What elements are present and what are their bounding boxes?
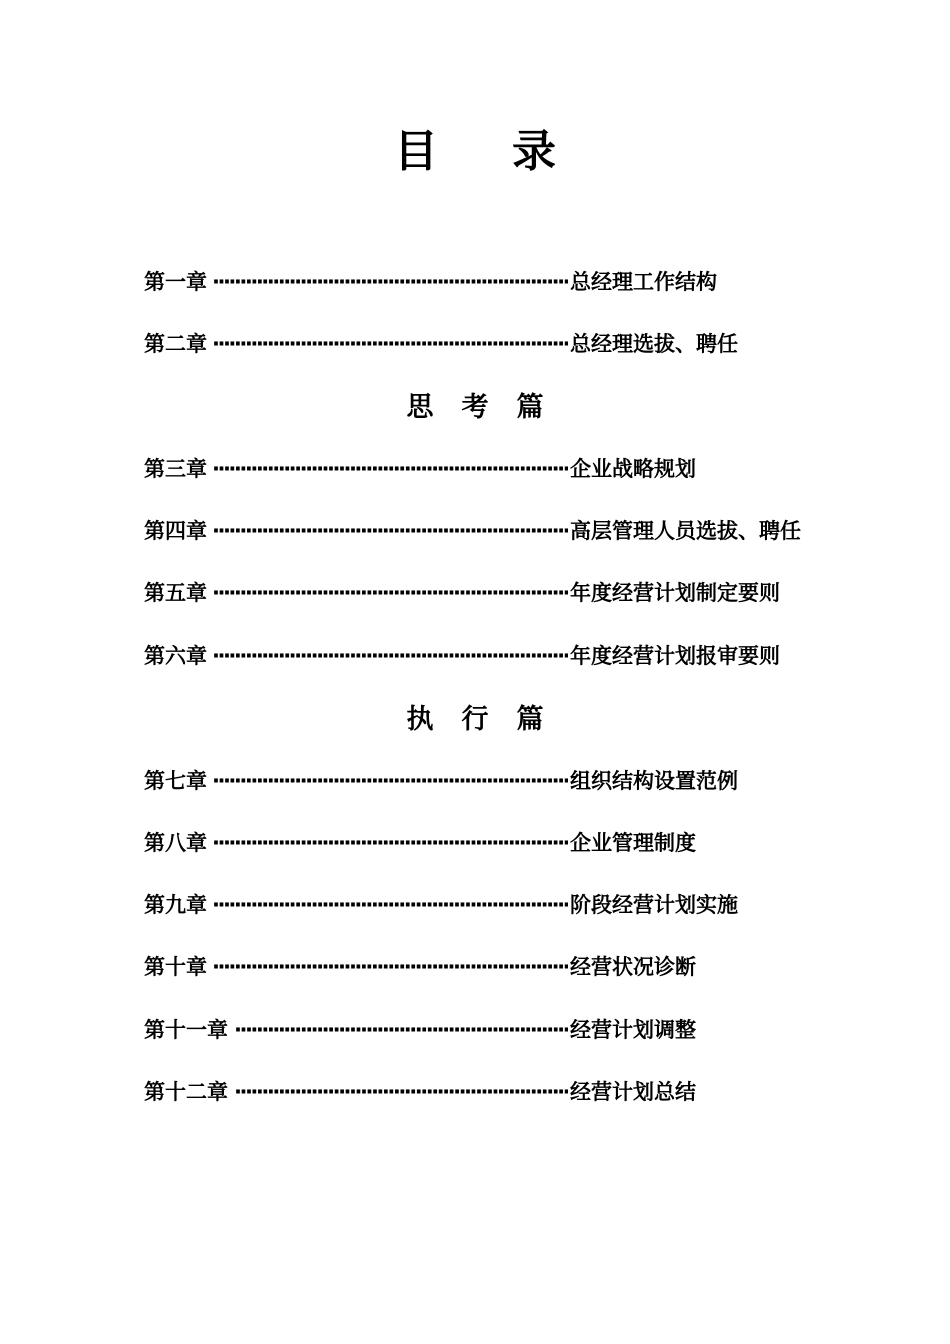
toc-entry[interactable]	[144, 454, 824, 484]
toc-topic-label: 经营计划总结	[570, 1080, 696, 1104]
toc-entry[interactable]	[144, 828, 824, 858]
toc-entry[interactable]	[144, 641, 824, 671]
toc-topic-label: 经营状况诊断	[570, 955, 696, 979]
toc-dot-leader	[234, 1077, 568, 1107]
toc-dot-leader	[212, 267, 568, 297]
toc-dot-leader	[212, 516, 568, 546]
toc-dot-leader	[234, 1015, 568, 1045]
toc-chapter-label: 第六章	[144, 644, 207, 668]
toc-topic-label: 组织结构设置范例	[570, 769, 738, 793]
toc-chapter-label: 第四章	[144, 519, 207, 543]
toc-topic-label: 阶段经营计划实施	[570, 893, 738, 917]
toc-dot-leader	[212, 890, 568, 920]
toc-chapter-label: 第十章	[144, 955, 207, 979]
toc-dot-leader	[212, 641, 568, 671]
toc-chapter-label: 第十二章	[144, 1080, 228, 1104]
toc-dot-leader	[212, 828, 568, 858]
toc-chapter-label: 第九章	[144, 893, 207, 917]
toc-dot-leader	[212, 952, 568, 982]
toc-chapter-label: 第七章	[144, 769, 207, 793]
toc-entry[interactable]	[144, 329, 824, 359]
toc-topic-label: 年度经营计划制定要则	[570, 581, 780, 605]
toc-topic-label: 企业战略规划	[570, 457, 696, 481]
toc-chapter-label: 第十一章	[144, 1018, 228, 1042]
toc-topic-label: 总经理选拔、聘任	[570, 332, 738, 356]
toc-topic-label: 总经理工作结构	[570, 270, 717, 294]
toc-dot-leader	[212, 578, 568, 608]
toc-entry[interactable]	[144, 516, 824, 546]
toc-entry[interactable]	[144, 1077, 824, 1107]
toc-chapter-label: 第二章	[144, 332, 207, 356]
toc-entry[interactable]	[144, 1015, 824, 1045]
toc-chapter-label: 第一章	[144, 270, 207, 294]
toc-chapter-label: 第五章	[144, 581, 207, 605]
toc-dot-leader	[212, 766, 568, 796]
toc-entry[interactable]	[144, 267, 824, 297]
section-heading: 思考篇	[406, 392, 572, 423]
page-title: 目录	[394, 126, 630, 177]
section-heading: 执行篇	[406, 704, 572, 735]
toc-topic-label: 经营计划调整	[570, 1018, 696, 1042]
toc-dot-leader	[212, 454, 568, 484]
toc-entry[interactable]	[144, 578, 824, 608]
toc-chapter-label: 第三章	[144, 457, 207, 481]
toc-dot-leader	[212, 329, 568, 359]
toc-entry[interactable]	[144, 890, 824, 920]
toc-topic-label: 年度经营计划报审要则	[570, 644, 780, 668]
toc-entry[interactable]	[144, 952, 824, 982]
toc-topic-label: 企业管理制度	[570, 831, 696, 855]
toc-chapter-label: 第八章	[144, 831, 207, 855]
toc-topic-label: 高层管理人员选拔、聘任	[570, 519, 801, 543]
toc-entry[interactable]	[144, 766, 824, 796]
